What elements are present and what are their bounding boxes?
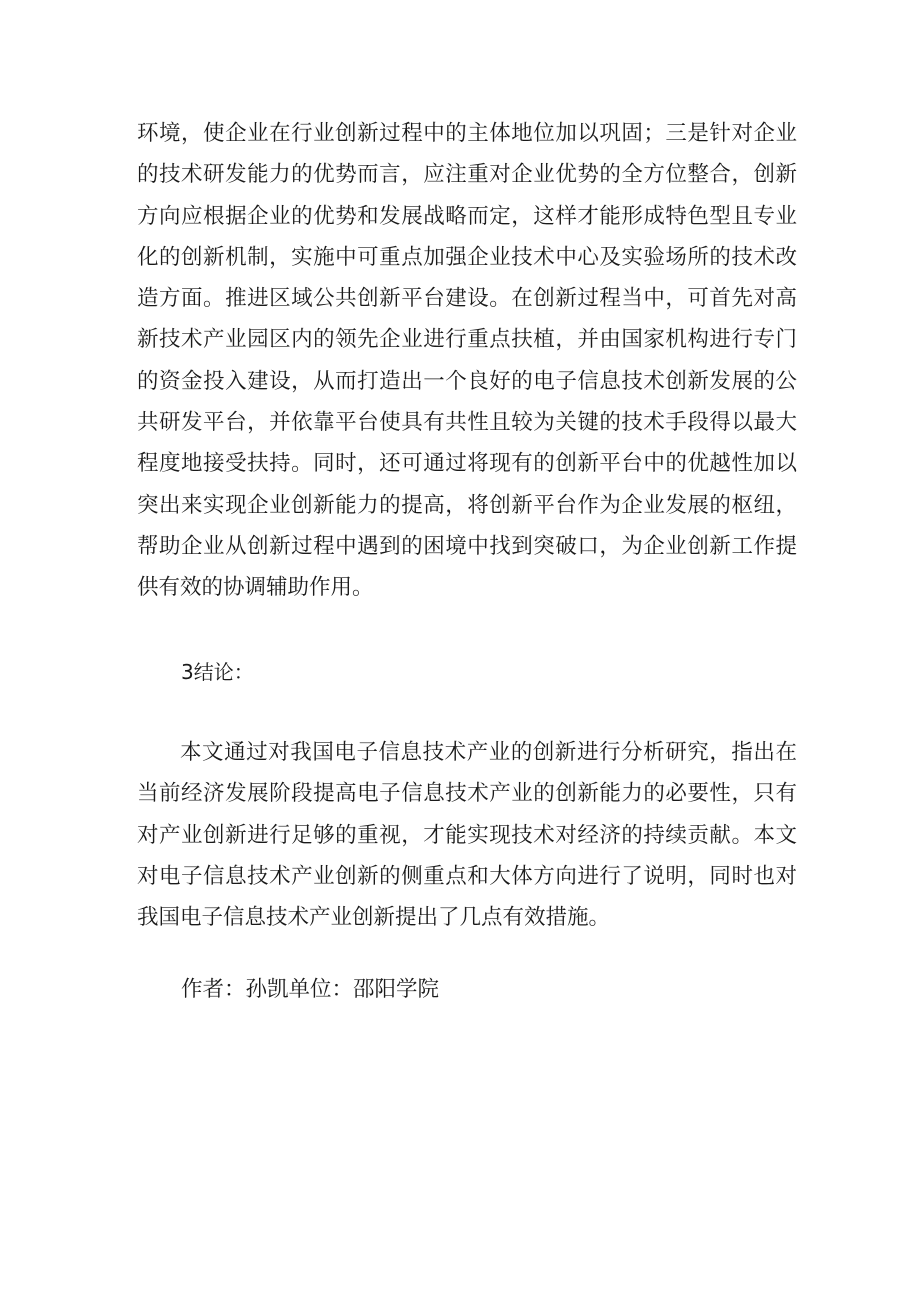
section-heading-conclusion: 3结论： xyxy=(181,660,254,684)
conclusion-paragraph: 本文通过对我国电子信息技术产业的创新进行分析研究，指出在当前经济发展阶段提高电子信息技术产业的创新能力的必要性，只有对产业创新进行足够的重视，才能实现技术对经济的持续贡献。本文对电子信息技术产业创新的侧重点和大体方向进行了说明，同时也对我国电子信息技术产业创新提出了几点有效措施。 xyxy=(137,740,797,931)
body-paragraph-continuation: 环境，使企业在行业创新过程中的主体地位加以巩固；三是针对企业的技术研发能力的优势而言，应注重对企业优势的全方位整合，创新方向应根据企业的优势和发展战略而定，这样才能形成特色型且专业化的创新机制，实施中可重点加强企业技术中心及实验场所的技术改造方面。推进区域公共创新平台建设。在创新过程当中，可首先对高新技术产业园区内的领先企业进行重点扶植，并由国家机构进行专门的资金投入建设，从而打造出一个良好的电子信息技术创新发展的公共研发平台，并依靠平台使具有共性且较为关键的技术手段得以最大程度地接受扶持。同时，还可通过将现有的创新平台中的优越性加以突出来实现企业创新能力的提高，将创新平台作为企业发展的枢纽，帮助企业从创新过程中遇到的困境中找到突破口，为企业创新工作提供有效的协调辅助作用。 xyxy=(137,121,797,601)
author-affiliation: 作者：孙凯单位：邵阳学院 xyxy=(181,977,440,1002)
